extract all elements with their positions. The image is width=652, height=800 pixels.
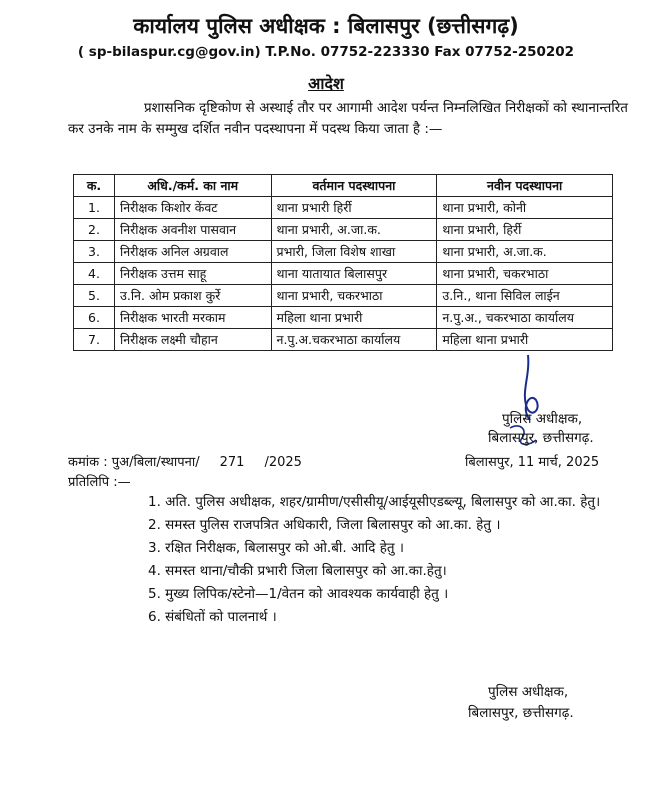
table-row [74,197,613,219]
row-new-posting: थाना प्रभारी, हिर्री [437,219,613,241]
row-new-posting: थाना प्रभारी, कोनी [437,197,613,219]
row-serial: 1. [74,197,115,219]
order-heading: आदेश [308,74,344,93]
order-intro-text: प्रशासनिक दृष्टिकोण से अस्थाई तौर पर आगामी आदेश पर्यन्त निम्नलिखित निरीक्षकों को स्थानान्तरित कर उनके नाम के सम्मुख दर्शित नवीन पदस्थापना में पदस्थ किया जाता है :— [68,100,628,137]
signatory-title: पुलिस अधीक्षक, [502,411,583,427]
signature-block-top [468,410,594,448]
row-serial: 3. [74,241,115,263]
list-item: 1. अति. पुलिस अधीक्षक, शहर/ग्रामीण/एसीसीयू/आईयूसीएडब्ल्यू, बिलासपुर को आ.का. हेतु। [148,494,601,510]
office-title: कार्यालय पुलिस अधीक्षक : बिलासपुर (छत्तीसगढ़) [133,14,519,38]
row-new-posting: थाना प्रभारी, चकरभाठा [437,263,613,285]
row-current-posting: थाना प्रभारी, चकरभाठा [271,285,437,307]
row-name: निरीक्षक लक्ष्मी चौहान [115,329,272,351]
signatory-title: पुलिस अधीक्षक, [488,684,569,700]
row-new-posting: थाना प्रभारी, अ.जा.क. [437,241,613,263]
row-current-posting: थाना यातायात बिलासपुर [271,263,437,285]
order-date: बिलासपुर, 11 मार्च, 2025 [465,455,600,470]
table-row [74,285,613,307]
row-current-posting: प्रभारी, जिला विशेष शाखा [271,241,437,263]
col-header-name: अधि./कर्म. का नाम [115,175,272,197]
col-header-serial: क. [74,175,115,197]
row-serial: 5. [74,285,115,307]
order-reference [68,452,302,470]
row-name: निरीक्षक अनिल अग्रवाल [115,241,272,263]
row-current-posting: महिला थाना प्रभारी [271,307,437,329]
col-header-new-posting: नवीन पदस्थापना [437,175,613,197]
row-name: निरीक्षक किशोर केंवट [115,197,272,219]
list-item: 2. समस्त पुलिस राजपत्रित अधिकारी, जिला बिलासपुर को आ.का. हेतु । [148,517,501,533]
order-number-label: कमांक : पुअ/बिला/स्थापना/ [68,455,200,470]
transfer-table [73,174,613,351]
row-current-posting: थाना प्रभारी, अ.जा.क. [271,219,437,241]
table-row [74,219,613,241]
row-new-posting: महिला थाना प्रभारी [437,329,613,351]
table-row [74,263,613,285]
signature-block-bottom [468,682,574,724]
copy-list [148,492,608,630]
table-row [74,307,613,329]
row-serial: 2. [74,219,115,241]
table-row [74,329,613,351]
row-name: निरीक्षक भारती मरकाम [115,307,272,329]
copy-label: प्रतिलिपि :— [68,475,131,490]
list-item: 4. समस्त थाना/चौकी प्रभारी जिला बिलासपुर को आ.का.हेतु। [148,563,447,579]
table-header-row [74,175,613,197]
row-current-posting: थाना प्रभारी हिर्री [271,197,437,219]
order-intro [68,98,628,140]
row-serial: 7. [74,329,115,351]
signatory-place: बिलासपुर, छत्तीसगढ़. [488,430,594,446]
order-number: 271 [219,455,245,470]
row-name: निरीक्षक उत्तम साहू [115,263,272,285]
col-header-current-posting: वर्तमान पदस्थापना [271,175,437,197]
row-new-posting: उ.नि., थाना सिविल लाईन [437,285,613,307]
row-new-posting: न.पु.अ., चकरभाठा कार्यालय [437,307,613,329]
row-current-posting: न.पु.अ.चकरभाठा कार्यालय [271,329,437,351]
contact-line: ( sp-bilaspur.cg@gov.in) T.P.No. 07752-223330 Fax 07752-250202 [77,44,575,60]
row-serial: 6. [74,307,115,329]
list-item: 3. रक्षित निरीक्षक, बिलासपुर को ओ.बी. आदि हेतु । [148,540,405,556]
list-item: 5. मुख्य लिपिक/स्टेनो—1/वेतन को आवश्यक कार्यवाही हेतु । [148,586,449,602]
list-item: 6. संबंधितों को पालनार्थ । [148,609,277,625]
table-row [74,241,613,263]
signatory-place: बिलासपुर, छत्तीसगढ़. [468,705,574,721]
row-name: निरीक्षक अवनीश पासवान [115,219,272,241]
row-name: उ.नि. ओम प्रकाश कुर्रे [115,285,272,307]
order-year: /2025 [264,455,302,470]
row-serial: 4. [74,263,115,285]
